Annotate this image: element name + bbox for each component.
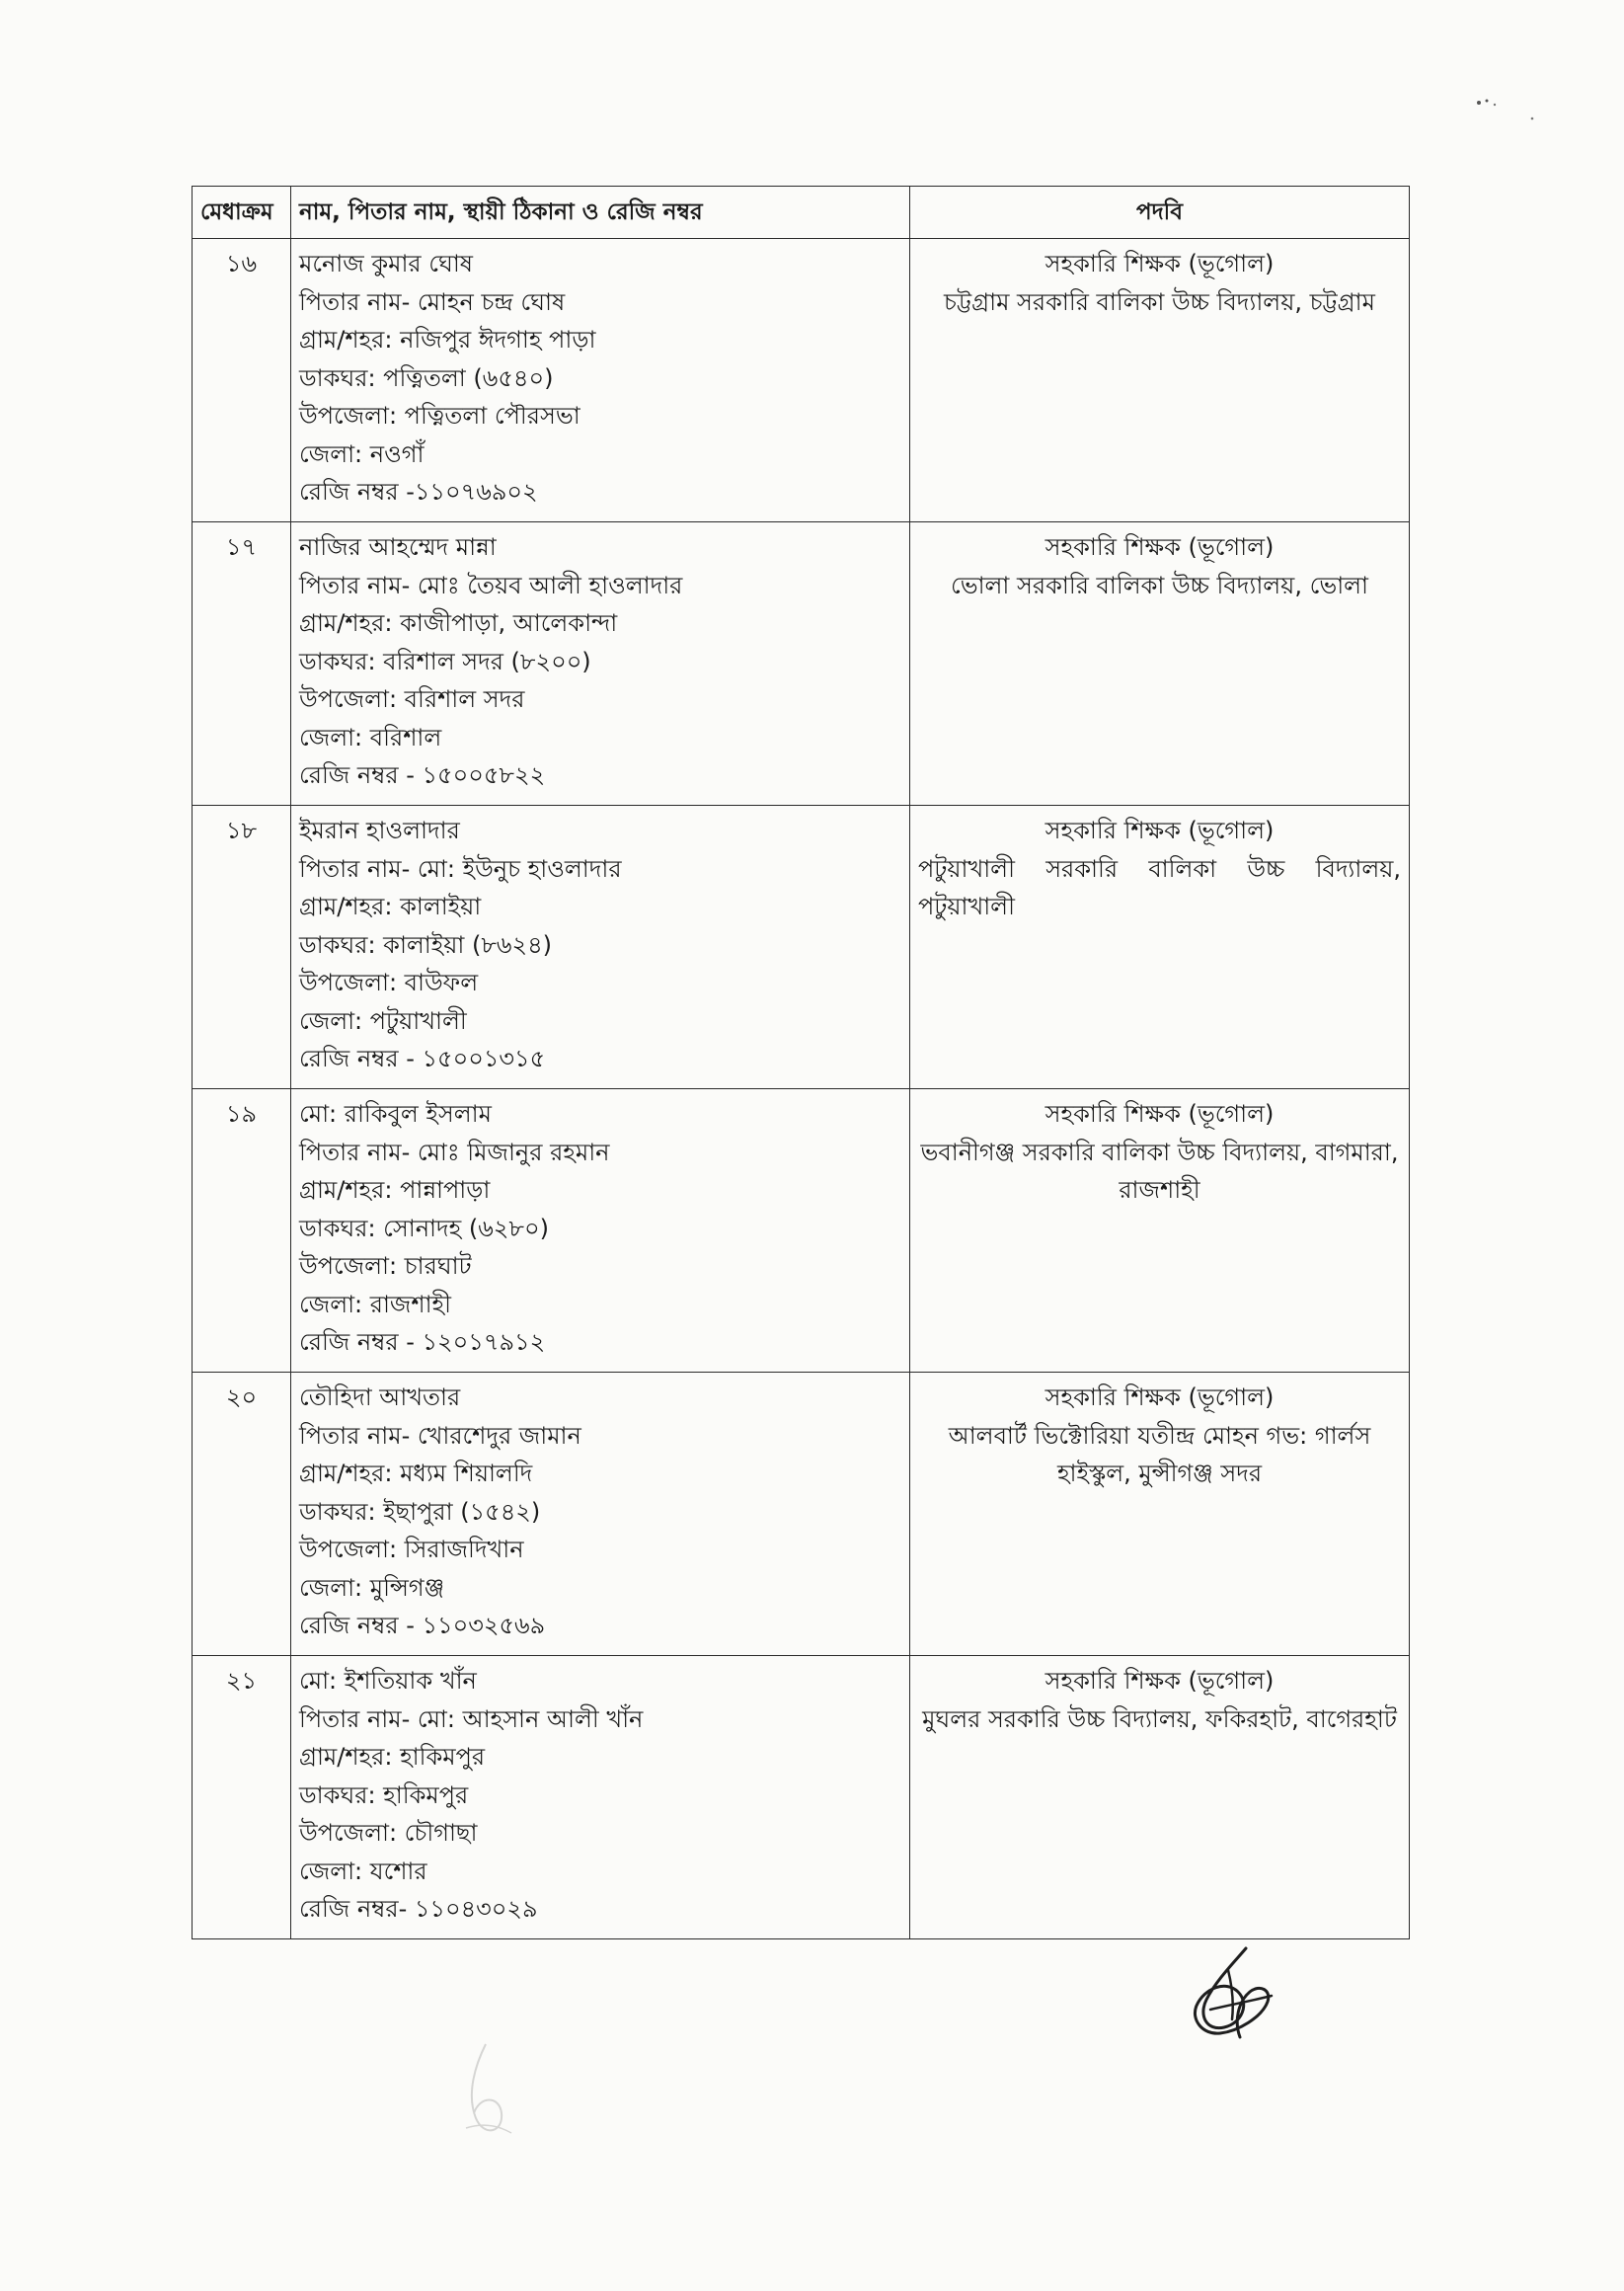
header-details: নাম, পিতার নাম, স্থায়ী ঠিকানা ও রেজি নম্বর <box>291 187 910 239</box>
merit-serial: ১৬ <box>193 239 291 522</box>
district: জেলা: রাজশাহী <box>299 1290 452 1318</box>
post-cell <box>910 1656 1410 1939</box>
upazila: উপজেলা: চারঘাট <box>299 1252 472 1280</box>
village: গ্রাম/শহর: হাকিমপুর <box>299 1743 486 1771</box>
candidate-details <box>291 1089 910 1373</box>
table-row <box>193 1373 1410 1656</box>
post-cell <box>910 522 1410 806</box>
village: গ্রাম/শহর: পান্নাপাড়া <box>299 1176 491 1204</box>
table-row <box>193 522 1410 806</box>
post-office: ডাকঘর: পত্নিতলা (৬৫৪০) <box>299 363 554 392</box>
upazila: উপজেলা: বরিশাল সদর <box>299 685 525 713</box>
candidate-name: মো: রাকিবুল ইসলাম <box>299 1100 492 1128</box>
table-row <box>193 1656 1410 1939</box>
post-office: ডাকঘর: কালাইয়া (৮৬২৪) <box>299 930 553 959</box>
table-row <box>193 806 1410 1089</box>
registration-number: রেজি নম্বর - ১৫০০১৩১৫ <box>299 1045 546 1072</box>
post-cell <box>910 806 1410 1089</box>
merit-serial: ১৯ <box>193 1089 291 1373</box>
candidate-details <box>291 806 910 1089</box>
district: জেলা: নওগাঁ <box>299 439 425 468</box>
post-title: সহকারি শিক্ষক (ভূগোল) <box>1044 250 1275 277</box>
registration-number: রেজি নম্বর - ১৫০০৫৮২২ <box>299 761 546 789</box>
candidate-details <box>291 522 910 806</box>
registration-number: রেজি নম্বর - ১১০৩২৫৬৯ <box>299 1612 546 1639</box>
institution-name: আলবার্ট ভিক্টোরিয়া যতীন্দ্র মোহন গভ: গার্লস হাইস্কুল, মুন্সীগঞ্জ সদর <box>948 1421 1371 1487</box>
institution-name: ভবানীগঞ্জ সরকারি বালিকা উচ্চ বিদ্যালয়, বাগমারা, রাজশাহী <box>920 1138 1399 1204</box>
post-title: সহকারি শিক্ষক (ভূগোল) <box>1044 1383 1275 1411</box>
merit-serial: ২১ <box>193 1656 291 1939</box>
post-office: ডাকঘর: সোনাদহ (৬২৮০) <box>299 1214 549 1242</box>
post-title: সহকারি শিক্ষক (ভূগোল) <box>1044 1667 1275 1695</box>
father-name: পিতার নাম- খোরশেদুর জামান <box>299 1421 581 1450</box>
village: গ্রাম/শহর: মধ্যম শিয়ালদি <box>299 1460 533 1487</box>
merit-serial: ১৭ <box>193 522 291 806</box>
post-cell <box>910 1089 1410 1373</box>
father-name: পিতার নাম- মো: ইউনুচ হাওলাদার <box>299 854 622 883</box>
father-name: পিতার নাম- মোহন চন্দ্র ঘোষ <box>299 287 566 316</box>
header-serial: মেধাক্রম <box>193 187 291 239</box>
post-cell <box>910 1373 1410 1656</box>
registration-number: রেজি নম্বর -১১০৭৬৯০২ <box>299 478 538 506</box>
signature-mark <box>1177 1940 1285 2049</box>
village: গ্রাম/শহর: কালাইয়া <box>299 893 482 920</box>
institution-name: চট্টগ্রাম সরকারি বালিকা উচ্চ বিদ্যালয়, চট্টগ্রাম <box>944 287 1375 316</box>
merit-serial: ১৮ <box>193 806 291 1089</box>
post-office: ডাকঘর: ইছাপুরা (১৫৪২) <box>299 1497 541 1526</box>
post-cell <box>910 239 1410 522</box>
candidate-name: তৌহিদা আখতার <box>299 1383 461 1411</box>
registration-number: রেজি নম্বর- ১১০৪৩০২৯ <box>299 1895 538 1923</box>
candidate-name: নাজির আহম্মেদ মান্না <box>299 533 497 561</box>
candidate-details <box>291 239 910 522</box>
district: জেলা: পটুয়াখালী <box>299 1006 467 1035</box>
district: জেলা: বরিশাল <box>299 723 442 751</box>
merit-list-table <box>192 186 1410 1939</box>
candidate-name: ইমরান হাওলাদার <box>299 817 460 844</box>
institution-name: মুঘলর সরকারি উচ্চ বিদ্যালয়, ফকিরহাট, বাগেরহাট <box>922 1704 1397 1733</box>
village: গ্রাম/শহর: কাজীপাড়া, আলেকান্দা <box>299 609 618 637</box>
candidate-name: মো: ইশতিয়াক খাঁন <box>299 1667 477 1695</box>
district: জেলা: মুন্সিগঞ্জ <box>299 1573 445 1602</box>
faint-stamp-mark <box>446 2034 525 2153</box>
post-office: ডাকঘর: হাকিমপুর <box>299 1780 469 1809</box>
table-row <box>193 1089 1410 1373</box>
institution-name: পটুয়াখালী সরকারি বালিকা উচ্চ বিদ্যালয়, পটুয়াখালী <box>918 854 1401 920</box>
upazila: উপজেলা: সিরাজদিখান <box>299 1536 524 1563</box>
table-row <box>193 239 1410 522</box>
header-post: পদবি <box>910 187 1410 239</box>
father-name: পিতার নাম- মোঃ তৈয়ব আলী হাওলাদার <box>299 571 683 599</box>
candidate-details <box>291 1373 910 1656</box>
village: গ্রাম/শহর: নজিপুর ঈদগাহ পাড়া <box>299 326 596 354</box>
father-name: পিতার নাম- মোঃ মিজানুর রহমান <box>299 1138 610 1166</box>
district: জেলা: যশোর <box>299 1856 427 1885</box>
post-title: সহকারি শিক্ষক (ভূগোল) <box>1044 1100 1275 1128</box>
upazila: উপজেলা: বাউফল <box>299 969 479 996</box>
institution-name: ভোলা সরকারি বালিকা উচ্চ বিদ্যালয়, ভোলা <box>950 571 1369 599</box>
table-header-row <box>193 187 1410 239</box>
post-office: ডাকঘর: বরিশাল সদর (৮২০০) <box>299 647 591 675</box>
candidate-details <box>291 1656 910 1939</box>
upazila: উপজেলা: চৌগাছা <box>299 1819 478 1847</box>
post-title: সহকারি শিক্ষক (ভূগোল) <box>1044 533 1275 561</box>
candidate-name: মনোজ কুমার ঘোষ <box>299 250 474 277</box>
post-title: সহকারি শিক্ষক (ভূগোল) <box>1044 817 1275 844</box>
father-name: পিতার নাম- মো: আহসান আলী খাঁন <box>299 1704 644 1733</box>
upazila: উপজেলা: পত্নিতলা পৌরসভা <box>299 402 580 430</box>
merit-serial: ২০ <box>193 1373 291 1656</box>
scan-specks <box>1471 89 1540 128</box>
registration-number: রেজি নম্বর - ১২০১৭৯১২ <box>299 1328 546 1356</box>
